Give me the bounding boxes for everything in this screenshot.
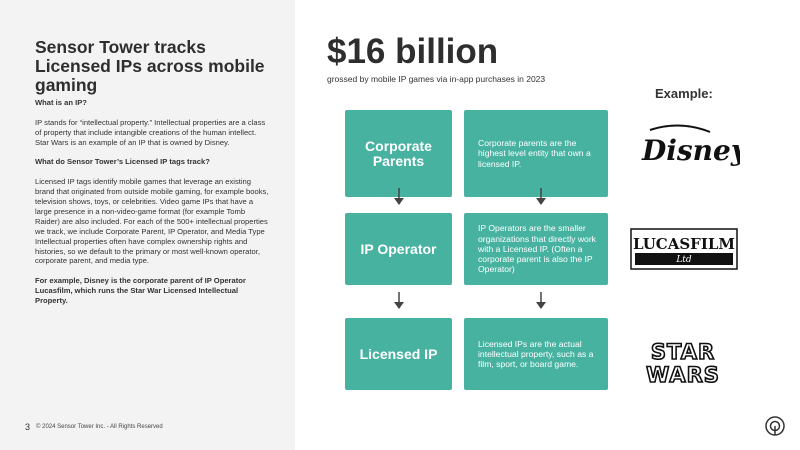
disney-logo (640, 120, 740, 170)
desc-box-licensed-ip (464, 318, 608, 390)
page-number: 3 (25, 422, 31, 432)
desc-text: Corporate parents are the highest level entity that own a licensed IP. (478, 138, 591, 169)
paragraph-ip-definition: IP stands for “intellectual property.” Intellectual properties are a class of property that include intangible creations of the human intellect. Star Wars is an example of an IP that is owned by Disney. (35, 117, 266, 147)
role-box-corporate-parents (345, 110, 452, 197)
desc-box-ip-operator (464, 213, 608, 285)
example-label: Example: (655, 86, 713, 101)
arrow-down-icon (536, 292, 546, 310)
desc-box-corporate-parents (464, 110, 608, 197)
headline-value: $16 billion (327, 32, 499, 71)
copyright: © 2024 Sensor Tower Inc. - All Rights Reserved (36, 424, 163, 430)
paragraph-ip-tags: Licensed IP tags identify mobile games that leverage an existing brand that originated from outside mobile gaming, for example books, television shows, toys, or celebrities. Video game IPs that have a large presence in a non-video-game format (for example Tomb Raider) are also included. For each of the 500+ intellectual properties we track, we include Corporate Parent, IP Operator, and Media Type Intellectual properties often have complex ownership rights and histories, so we default to the primary or most well-known operator, corporate parent, and media type. (35, 177, 269, 266)
page-title: Sensor Tower tracks Licensed IPs across mobile gaming (35, 37, 265, 95)
question-what-is-ip: What is an IP? (35, 98, 87, 107)
lucasfilm-logo-text: LUCASFILM (632, 235, 736, 253)
sensor-tower-logo-icon (764, 415, 786, 437)
role-label: Corporate Parents (365, 137, 432, 169)
role-box-licensed-ip (345, 318, 452, 390)
headline-subtitle: grossed by mobile IP games via in-app purchases in 2023 (327, 74, 546, 84)
lucasfilm-logo (630, 228, 738, 270)
question-ip-tags: What do Sensor Tower’s Licensed IP tags track? (35, 157, 210, 167)
arrow-down-icon (536, 188, 546, 206)
body-text (35, 98, 270, 316)
desc-text: IP Operators are the smaller organizations that directly work with a Licensed IP. (Often a corporate parent is also the IP Operator) (478, 223, 596, 275)
footer (25, 422, 163, 432)
paragraph-example: For example, Disney is the corporate parent of IP Operator Lucasfilm, which runs the Star War Licensed Intellectual Property. (35, 276, 246, 306)
role-label: Licensed IP (359, 345, 438, 362)
arrow-down-icon (394, 292, 404, 310)
role-label: IP Operator (360, 240, 437, 257)
star-wars-logo-line2: WARS (646, 363, 720, 386)
arrow-down-icon (394, 188, 404, 206)
star-wars-logo (636, 338, 730, 386)
role-box-ip-operator (345, 213, 452, 285)
desc-text: Licensed IPs are the actual intellectual property, such as a film, sport, or board game. (478, 338, 594, 370)
star-wars-logo-line1: STAR (650, 340, 716, 364)
disney-logo-text: Disney (642, 134, 740, 167)
lucasfilm-logo-subtext: Ltd (676, 255, 692, 265)
